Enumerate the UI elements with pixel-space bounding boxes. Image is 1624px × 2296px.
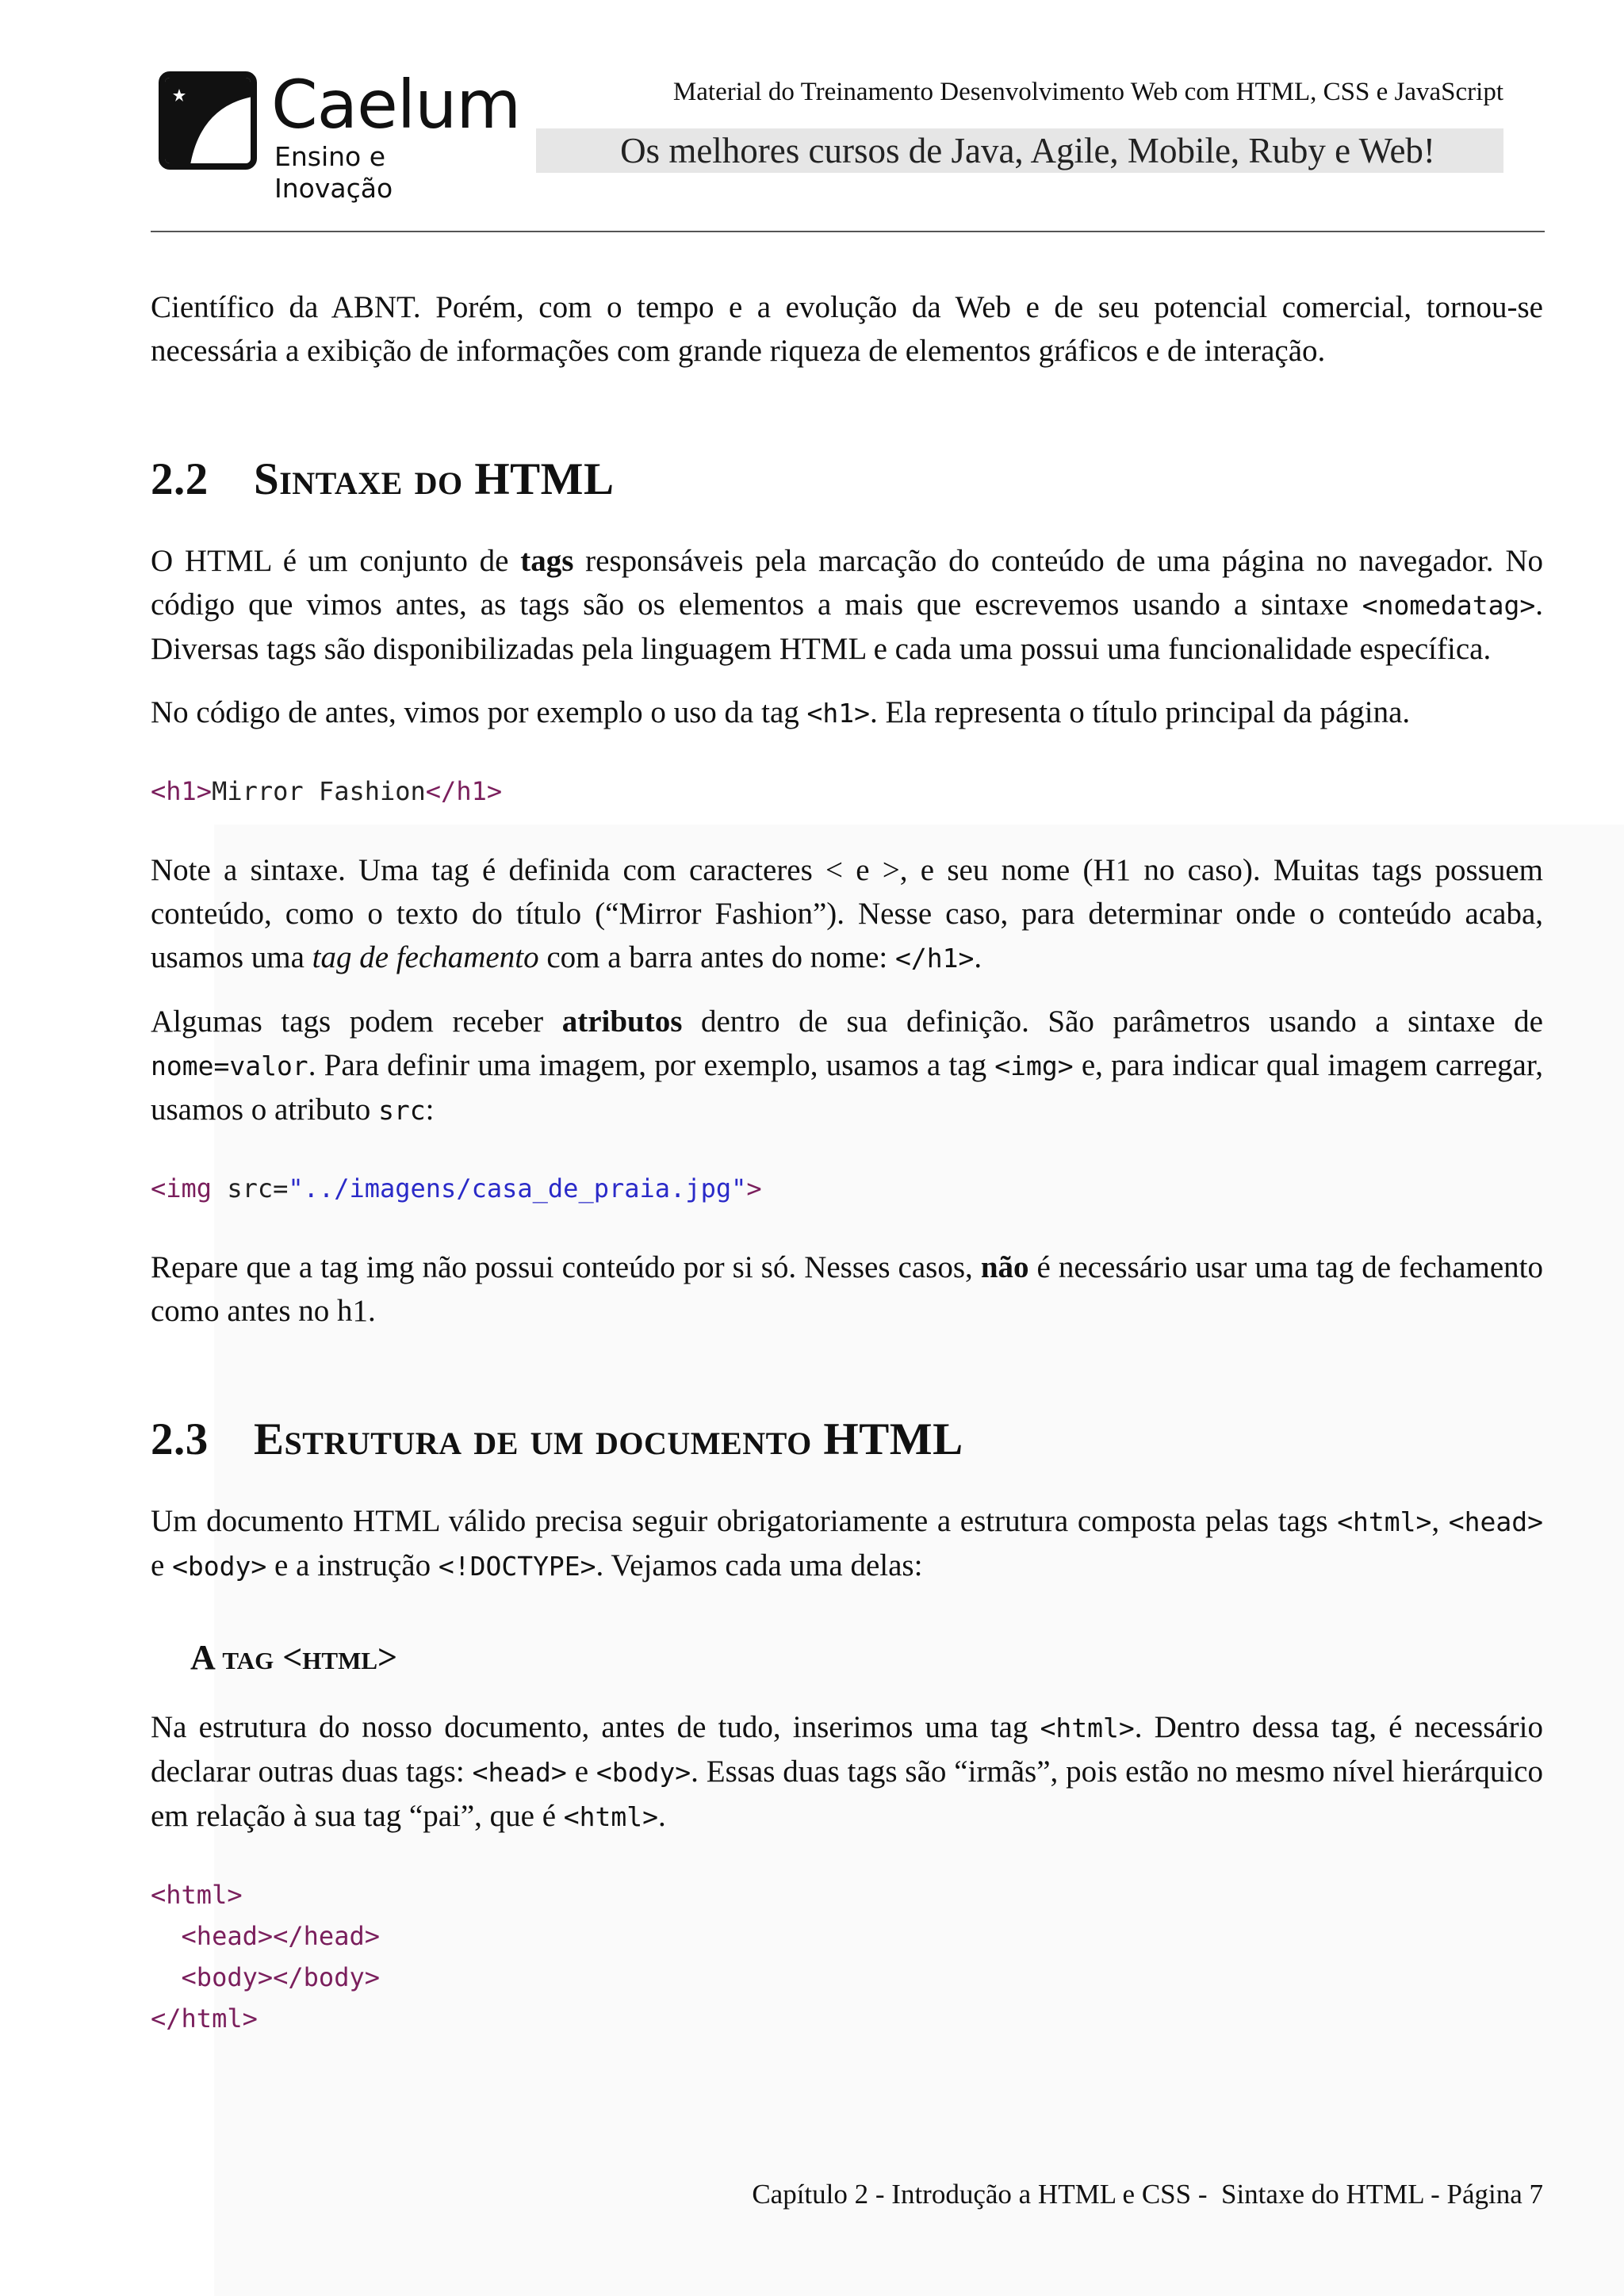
text-run: . — [658, 1799, 666, 1833]
header-title-block — [673, 76, 1503, 108]
text-run: dentro de sua definição. São parâmetros usando a sintaxe de — [682, 1004, 1543, 1039]
code-block-html-structure — [151, 1874, 1543, 2039]
text-run: responsáveis pela marcação do conteúdo de uma página no navegador. No código que vimos antes, as tags são os elementos a mais que escrevemos usando a sintaxe — [151, 544, 1543, 622]
text-run: . Para definir uma imagem, por exemplo, usamos a tag — [308, 1048, 995, 1082]
text-run: . Ela representa o título principal da página. — [870, 695, 1411, 729]
header-title: Material do Treinamento Desenvolvimento Web com HTML, CSS e JavaScript — [672, 78, 1503, 106]
bold-term: atributos — [561, 1004, 683, 1039]
section-title: Estrutura de um documento HTML — [254, 1414, 963, 1464]
section-number: 2.2 — [151, 454, 209, 504]
text-run: Repare que a tag img não possui conteúdo por si só. Nesses casos, — [151, 1250, 981, 1284]
bold-term: não — [980, 1250, 1029, 1284]
code-tag: > — [746, 1173, 762, 1203]
code-line: <html> — [151, 1880, 243, 1910]
text-run: Um documento HTML válido precisa seguir obrigatoriamente a estrutura composta pelas tags — [151, 1504, 1338, 1538]
inline-code: <head> — [1448, 1506, 1544, 1537]
inline-code: </h1> — [895, 943, 975, 974]
inline-code: <img> — [994, 1050, 1074, 1081]
inline-code: src — [378, 1095, 426, 1126]
main-content — [151, 285, 1543, 2039]
logo-mark-graphic — [165, 78, 257, 170]
bold-term: tags — [520, 544, 574, 578]
paragraph — [151, 848, 1543, 980]
caelum-logo — [155, 66, 521, 204]
text-run: Algumas tags podem receber — [151, 1004, 562, 1039]
inline-code: <nomedatag> — [1362, 590, 1536, 621]
italic-term: tag de fechamento — [312, 940, 539, 974]
text-run: : — [425, 1093, 435, 1127]
text-run: e — [151, 1548, 173, 1582]
text-run: No código de antes, vimos por exemplo o uso da tag — [151, 695, 807, 729]
text-run: . — [974, 940, 982, 974]
page-footer: Capítulo 2 - Introdução a HTML e CSS - Sintaxe do HTML - Página 7 — [752, 2179, 1543, 2210]
code-string: "../imagens/casa_de_praia.jpg" — [288, 1173, 747, 1203]
text-run: . Essas duas tags são “irmãs”, pois estão no mesmo nível hierárquico em relação à sua tag “pai”, que é — [151, 1755, 1543, 1833]
text-run: . Dentro dessa tag, é necessário declarar outras duas tags: — [151, 1710, 1543, 1789]
paragraph — [151, 1246, 1543, 1333]
text-run: . Diversas tags são disponibilizadas pela linguagem HTML e cada uma possui uma funcionalidade específica. — [151, 587, 1543, 666]
code-block-img — [151, 1168, 1543, 1209]
text-run: , — [1431, 1504, 1449, 1538]
text-run: e — [566, 1755, 596, 1789]
code-attr: src= — [212, 1173, 289, 1203]
paragraph — [151, 539, 1543, 671]
logo-mark-icon — [159, 71, 257, 170]
inline-code: <h1> — [806, 698, 870, 729]
header-subtitle: Os melhores cursos de Java, Agile, Mobile, Ruby e Web! — [536, 128, 1503, 173]
paragraph — [151, 1000, 1543, 1132]
code-line: <head></head> — [151, 1921, 380, 1951]
section-number: 2.3 — [151, 1414, 209, 1464]
subsection-heading: A tag <html> — [190, 1638, 398, 1677]
code-tag: <h1> — [151, 776, 213, 806]
text-run: Note a sintaxe. Uma tag é definida com caracteres < e >, e seu nome (H1 no caso). Muitas tags possuem conteúdo, como o texto do título (“Mirror Fashion”). Nesse caso, para determinar onde o conteúdo acaba, usamos uma — [151, 853, 1543, 974]
code-tag: </h1> — [425, 776, 503, 806]
inline-code: <html> — [1337, 1506, 1432, 1537]
inline-code: <html> — [1040, 1712, 1135, 1743]
paragraph — [151, 691, 1543, 735]
text-run: e a instrução — [266, 1548, 439, 1582]
code-block-h1 — [151, 771, 1543, 812]
inline-code: <head> — [472, 1757, 567, 1788]
paragraph — [151, 1499, 1543, 1588]
text-run: é necessário usar uma tag de fechamento como antes no h1. — [151, 1250, 1543, 1328]
paragraph — [151, 1705, 1543, 1839]
logo-tagline: Ensino e Inovação — [274, 141, 393, 204]
code-line: </html> — [151, 2003, 258, 2034]
inline-code: <body> — [172, 1551, 267, 1582]
text-run: Na estrutura do nosso documento, antes de tudo, inserimos uma tag — [151, 1710, 1040, 1744]
inline-code: <html> — [563, 1801, 659, 1832]
text-run: O HTML é um conjunto de — [151, 544, 521, 578]
logo-name: Caelum — [271, 66, 521, 144]
inline-code: <body> — [596, 1757, 691, 1788]
section-title: Sintaxe do HTML — [254, 454, 615, 504]
text-run: . Vejamos cada uma delas: — [596, 1548, 923, 1582]
inline-code: nome=valor — [151, 1050, 308, 1081]
code-tag: <img — [151, 1173, 213, 1203]
inline-code: <!DOCTYPE> — [438, 1551, 596, 1582]
header-divider — [151, 231, 1545, 232]
text-run: e, para indicar qual imagem carregar, usamos o atributo — [151, 1048, 1544, 1127]
code-text: Mirror Fashion — [212, 776, 426, 806]
section-heading-2-3 — [151, 1412, 1543, 1468]
code-line: <body></body> — [151, 1962, 380, 1992]
text-run: com a barra antes do nome: — [538, 940, 895, 974]
section-heading-2-2 — [151, 452, 1543, 507]
intro-paragraph: Científico da ABNT. Porém, com o tempo e a evolução da Web e de seu potencial comercial, tornou-se necessária a exibição de informações com grande riqueza de elementos gráficos e de interação. — [151, 290, 1543, 368]
